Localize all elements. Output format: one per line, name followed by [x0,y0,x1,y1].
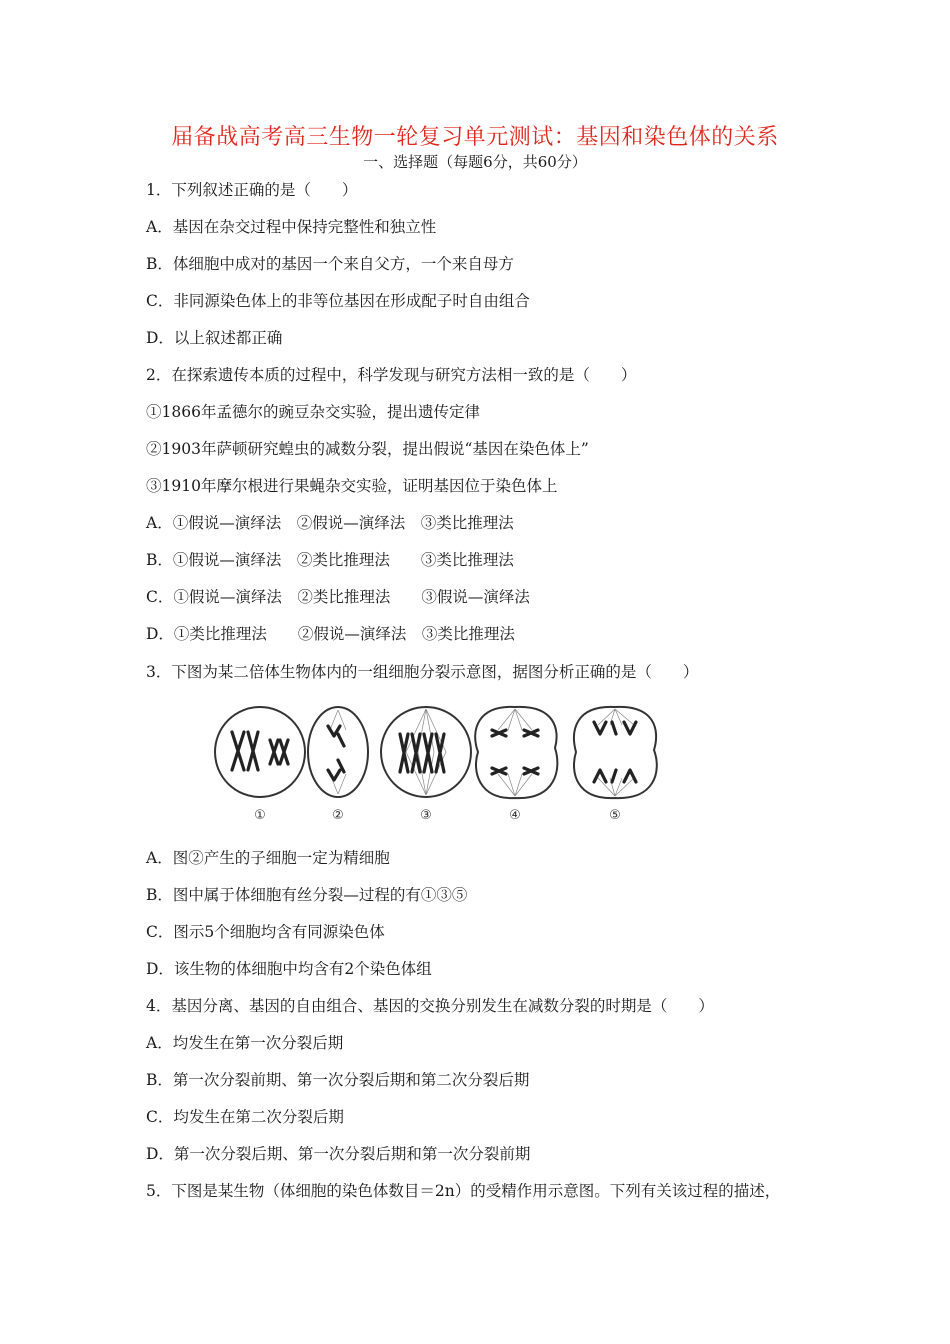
cell-3-outline [381,707,471,797]
question-4-option-b: B．第一次分裂前期、第一次分裂后期和第二次分裂后期 [146,1071,530,1089]
section-heading: 一、选择题（每题6分，共60分） [363,153,587,171]
question-3-option-d: D．该生物的体细胞中均含有2个染色体组 [146,960,432,978]
question-4-option-c: C．均发生在第二次分裂后期 [146,1108,344,1126]
cell-4-outline [475,707,557,798]
question-5-stem: 5．下图是某生物（体细胞的染色体数目＝2n）的受精作用示意图。下列有关该过程的描述， [146,1182,781,1200]
cell-division-figure [210,700,666,830]
question-4-option-a: A．均发生在第一次分裂后期 [146,1034,344,1052]
question-1-option-b: B．体细胞中成对的基因一个来自父方，一个来自母方 [146,255,514,273]
figure-label-4: ④ [509,808,521,823]
cell-5-outline [574,707,657,798]
question-4-stem: 4．基因分离、基因的自由组合、基因的交换分别发生在减数分裂的时期是（ ） [146,997,714,1015]
figure-label-2: ② [332,808,344,823]
question-3-option-c: C．图示5个细胞均含有同源染色体 [146,923,385,941]
question-1-option-d: D．以上叙述都正确 [146,329,283,347]
document-title: 届备战高考高三生物一轮复习单元测试：基因和染色体的关系 [171,125,779,150]
question-3-option-a: A．图②产生的子细胞一定为精细胞 [146,849,390,867]
cell-2-outline [308,707,368,797]
question-3-option-b: B．图中属于体细胞有丝分裂—过程的有①③⑤ [146,886,468,904]
question-2-option-b: B．①假说—演绎法 ②类比推理法 ③类比推理法 [146,551,514,569]
question-2-item-2: ②1903年萨顿研究蝗虫的减数分裂，提出假说“基因在染色体上” [146,440,589,458]
figure-label-5: ⑤ [609,808,621,823]
question-2-option-a: A．①假说—演绎法 ②假说—演绎法 ③类比推理法 [146,514,514,532]
question-2-item-3: ③1910年摩尔根进行果蝇杂交实验，证明基因位于染色体上 [146,477,558,495]
question-3-stem: 3．下图为某二倍体生物体内的一组细胞分裂示意图，据图分析正确的是（ ） [146,663,699,681]
cell-1-outline [215,707,305,797]
question-2-option-d: D．①类比推理法 ②假说—演绎法 ③类比推理法 [146,625,515,643]
question-1-option-c: C．非同源染色体上的非等位基因在形成配子时自由组合 [146,292,530,310]
question-2-option-c: C．①假说—演绎法 ②类比推理法 ③假说—演绎法 [146,588,530,606]
question-2-item-1: ①1866年孟德尔的豌豆杂交实验，提出遗传定律 [146,403,480,421]
cell-division-diagram [210,700,666,830]
question-4-option-d: D．第一次分裂后期、第一次分裂后期和第一次分裂前期 [146,1145,531,1163]
figure-label-1: ① [254,808,266,823]
figure-label-3: ③ [420,808,432,823]
question-2-stem: 2．在探索遗传本质的过程中，科学发现与研究方法相一致的是（ ） [146,366,637,384]
question-1-stem: 1．下列叙述正确的是（ ） [146,181,358,199]
question-1-option-a: A．基因在杂交过程中保持完整性和独立性 [146,218,437,236]
